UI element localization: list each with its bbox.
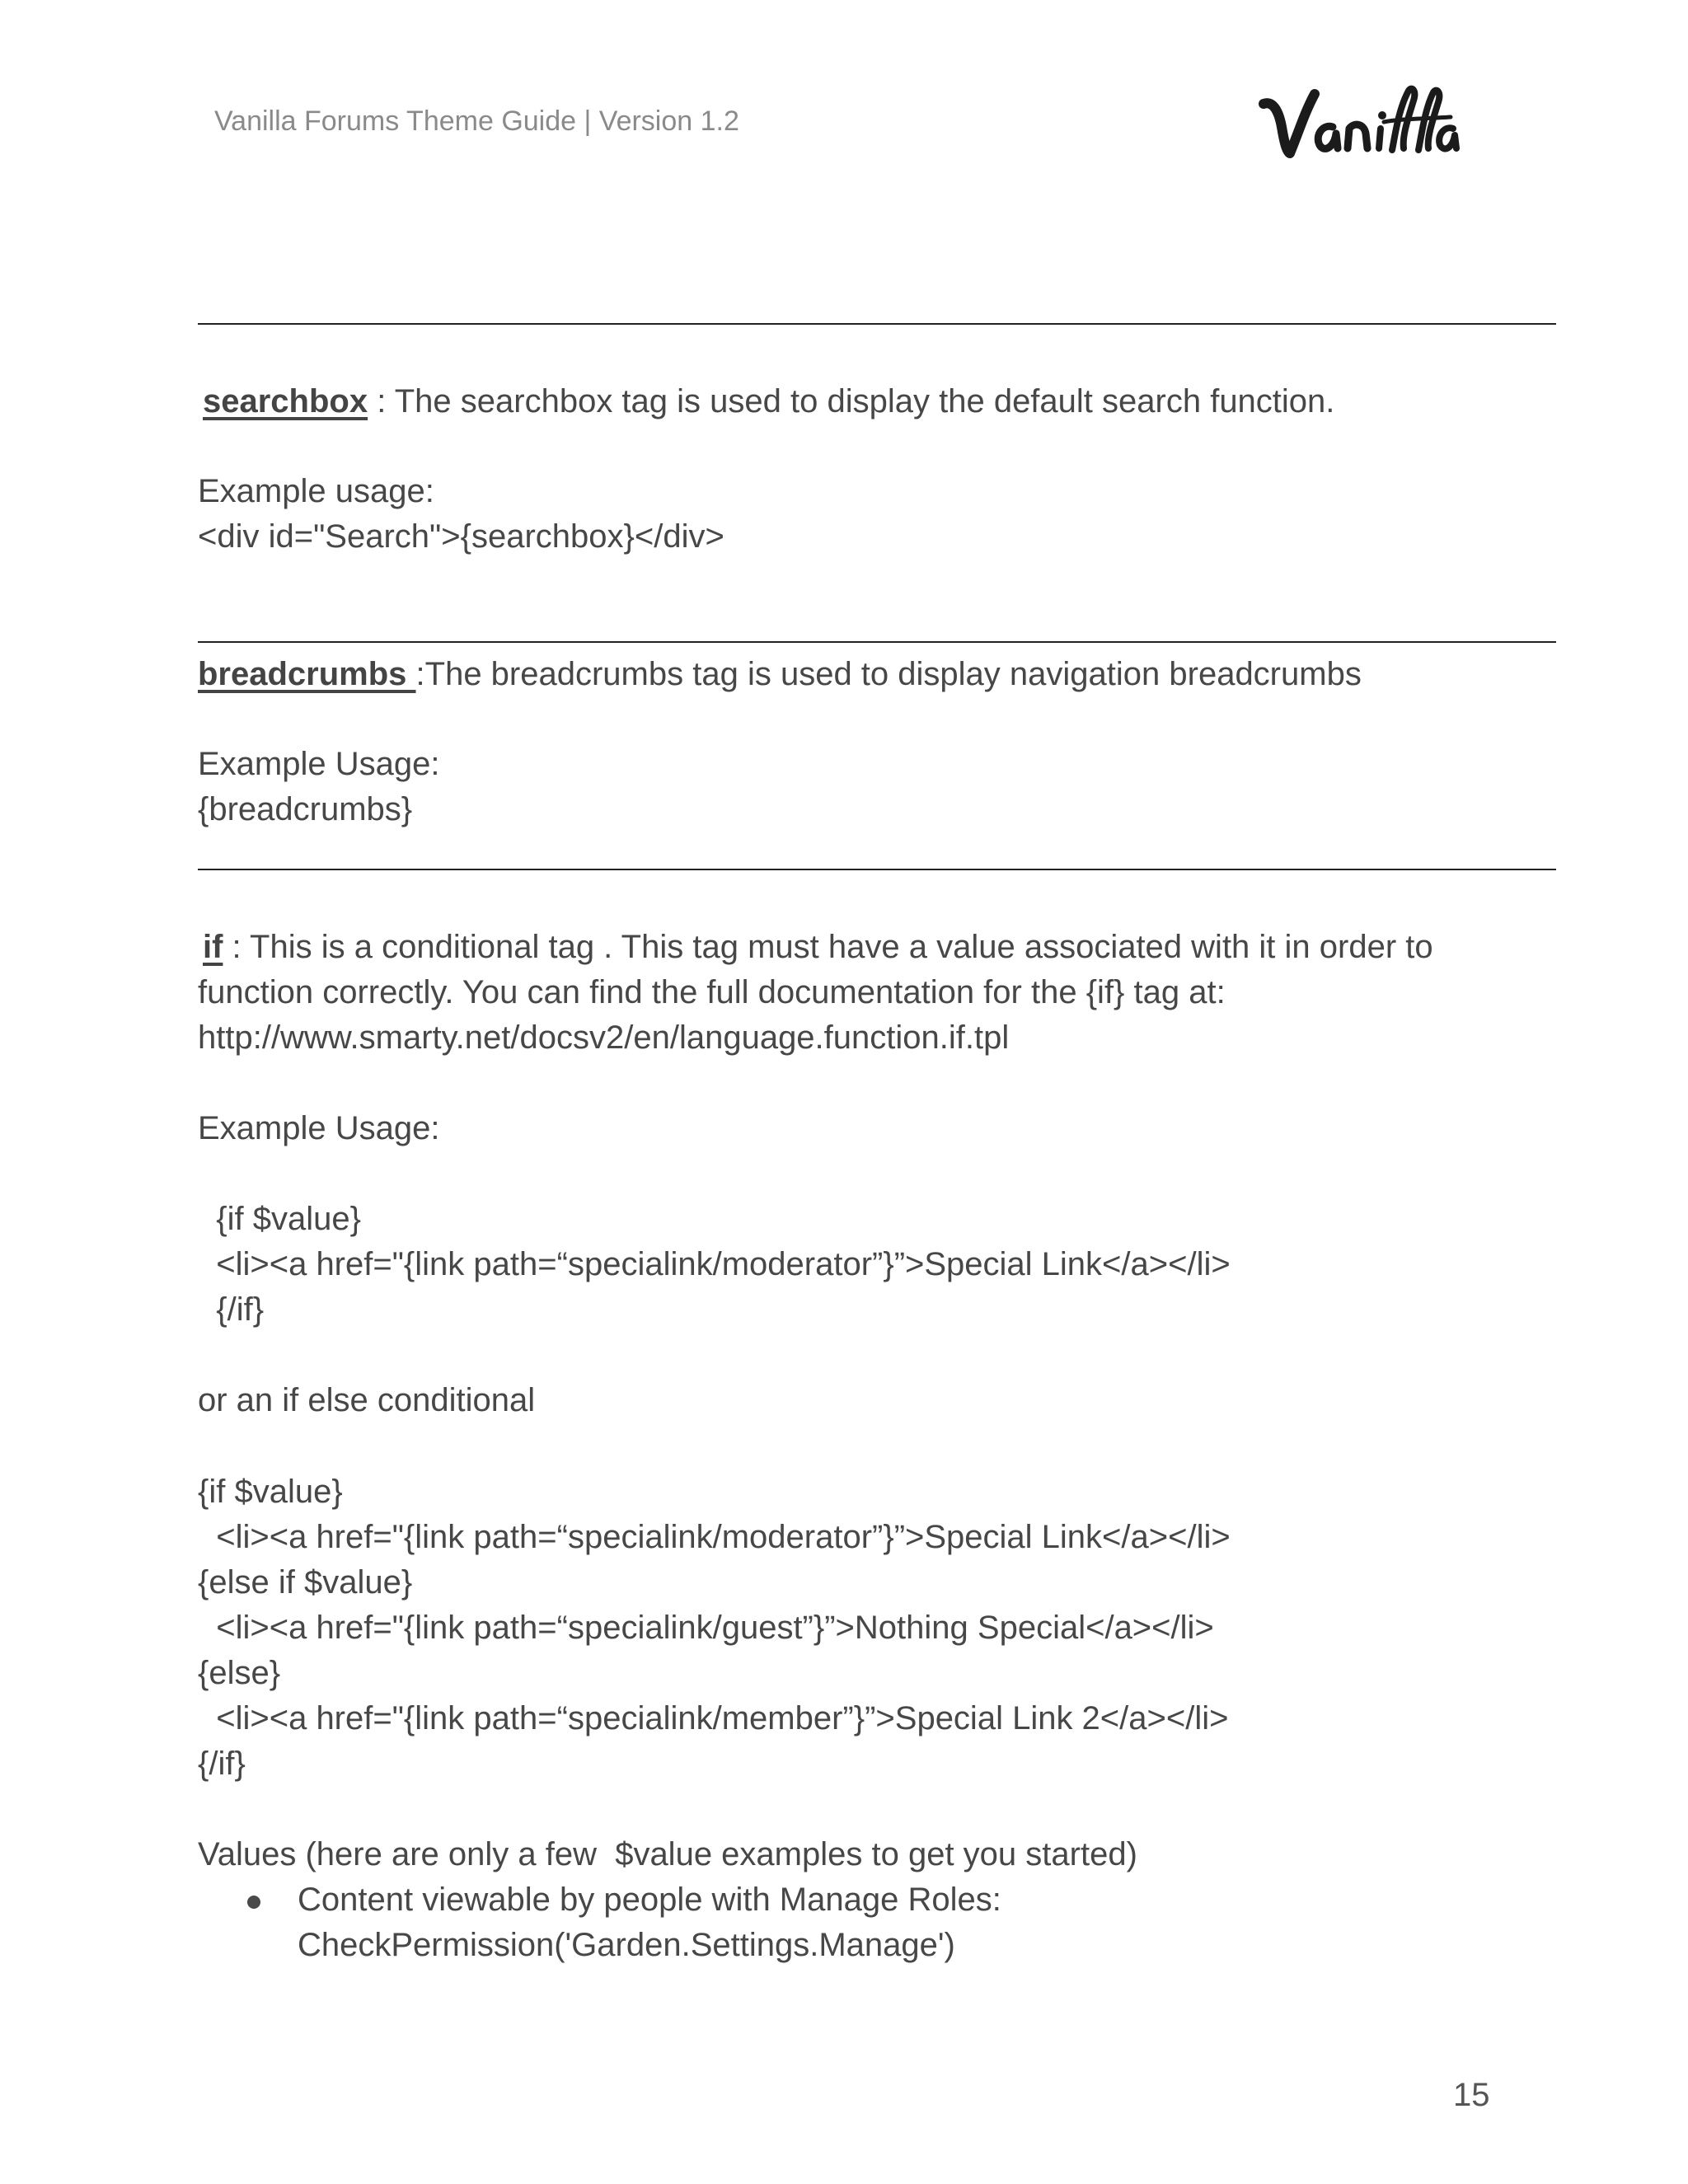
section-divider (198, 323, 1556, 325)
searchbox-description (203, 385, 1334, 418)
section-divider (198, 641, 1556, 643)
searchbox-example-code: <div id="Search">{searchbox}</div> (198, 518, 724, 555)
list-item: Content viewable by people with Manage Roles: (298, 1882, 1001, 1918)
code-line: <li><a href="{link path=“specialink/guest”}”>Nothing Special</a></li> (198, 1610, 1214, 1646)
if-description-line-1 (203, 930, 1433, 963)
if-documentation-url: http://www.smarty.net/docsv2/en/language.function.if.tpl (198, 1019, 1010, 1056)
page-number: 15 (1453, 2077, 1490, 2113)
searchbox-example-label: Example usage: (198, 473, 434, 509)
code-line: {else} (198, 1655, 281, 1691)
code-line: {/if} (198, 1746, 246, 1782)
code-line: <li><a href="{link path=“specialink/member”}”>Special Link 2</a></li> (198, 1700, 1229, 1736)
breadcrumbs-example-code: {breadcrumbs} (198, 791, 413, 827)
document-header-title: Vanilla Forums Theme Guide | Version 1.2 (214, 105, 739, 137)
values-intro: Values (here are only a few $value examples to get you started) (198, 1836, 1137, 1872)
code-line: {if $value} (198, 1474, 343, 1510)
if-example-label: Example Usage: (198, 1110, 440, 1146)
code-line: {/if} (198, 1291, 265, 1328)
searchbox-description-text: : The searchbox tag is used to display the default search function. (368, 383, 1335, 419)
code-line: <li><a href="{link path=“specialink/moderator”}”>Special Link</a></li> (198, 1246, 1231, 1282)
if-tag-label: if (203, 929, 223, 965)
if-description-line-2: function correctly. You can find the full documentation for the {if} tag at: (198, 974, 1226, 1010)
breadcrumbs-example-label: Example Usage: (198, 746, 440, 782)
section-divider (198, 869, 1556, 870)
code-line: {else if $value} (198, 1564, 413, 1601)
searchbox-tag-label: searchbox (203, 383, 368, 419)
breadcrumbs-description (198, 658, 1362, 691)
if-description-text: : This is a conditional tag . This tag must have a value associated with it in order to (223, 929, 1433, 965)
bullet-icon (247, 1896, 260, 1909)
vanilla-logo (1257, 76, 1463, 166)
code-line: <li><a href="{link path=“specialink/moderator”}”>Special Link</a></li> (198, 1519, 1231, 1555)
breadcrumbs-description-text: :The breadcrumbs tag is used to display navigation breadcrumbs (415, 656, 1362, 692)
list-item-continuation: CheckPermission('Garden.Settings.Manage') (298, 1927, 955, 1963)
if-else-intro: or an if else conditional (198, 1382, 536, 1418)
code-line: {if $value} (198, 1201, 361, 1237)
breadcrumbs-tag-label: breadcrumbs (198, 656, 416, 692)
